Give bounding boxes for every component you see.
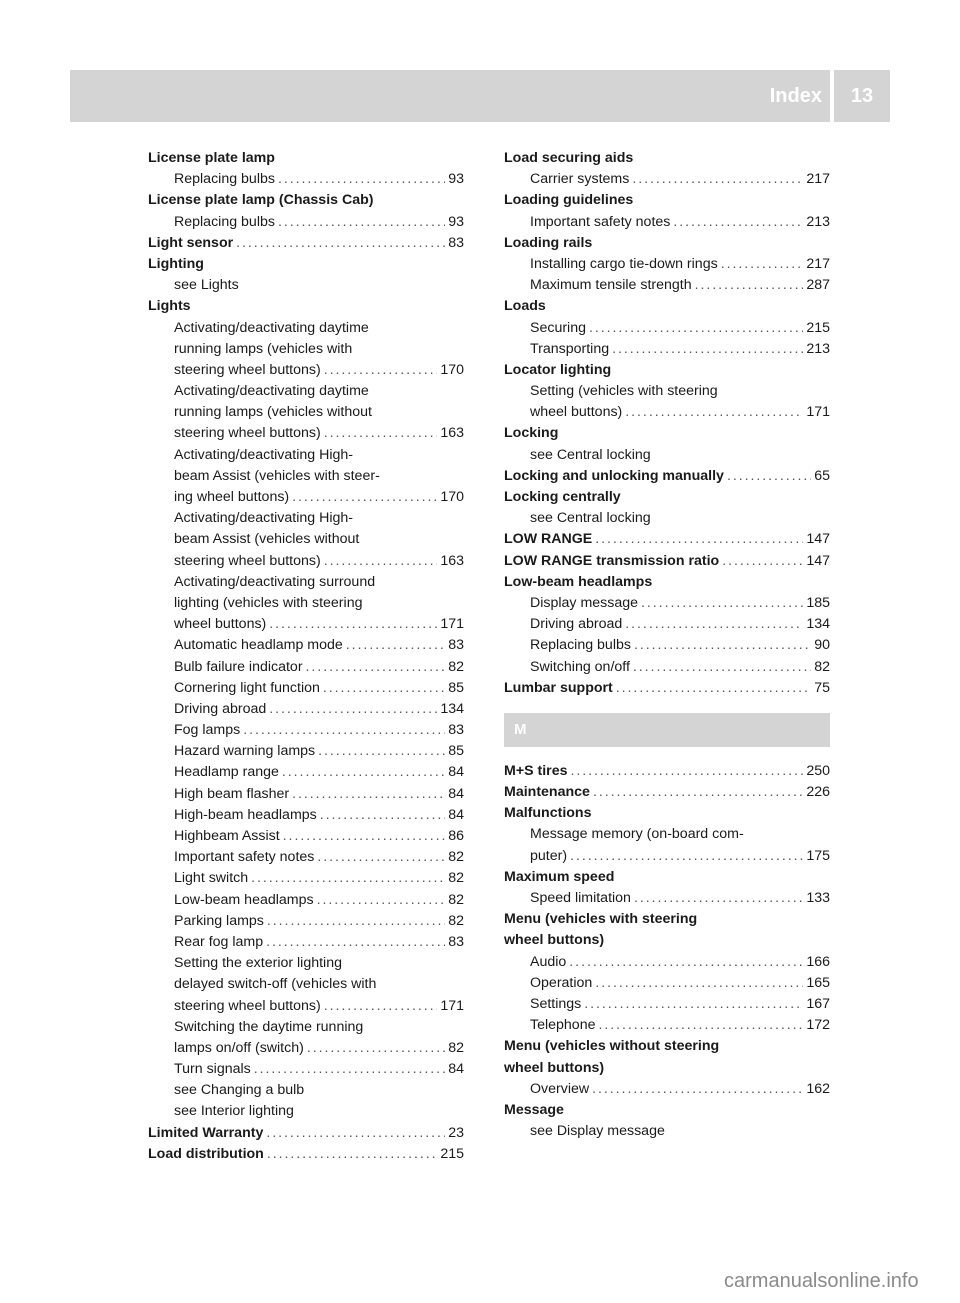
index-entry — [504, 148, 830, 169]
entry-text: Maintenance — [504, 784, 590, 801]
index-entry — [504, 529, 830, 550]
page-reference: 82 — [448, 891, 464, 908]
index-subentry — [148, 212, 464, 233]
index-subentry — [148, 1038, 464, 1059]
index-entry — [148, 1144, 464, 1165]
entry-text: Menu (vehicles without steering — [504, 1038, 720, 1055]
page-reference: 84 — [448, 1061, 464, 1078]
dot-leader — [727, 466, 811, 487]
entry-text: Securing — [530, 319, 586, 336]
dot-leader — [570, 846, 803, 867]
page-reference: 166 — [806, 953, 830, 970]
index-subentry — [148, 784, 464, 805]
page-reference: 82 — [448, 1039, 464, 1056]
watermark: carmanualsonline.info — [724, 1270, 919, 1292]
entry-text: Loading guidelines — [504, 192, 634, 209]
dot-leader — [269, 614, 437, 635]
page-reference: 85 — [448, 743, 464, 760]
index-subentry — [148, 339, 464, 360]
entry-text: Light sensor — [148, 234, 234, 251]
dot-leader — [589, 318, 803, 339]
index-subentry — [148, 318, 464, 339]
entry-text: Low-beam headlamps — [174, 891, 314, 908]
entry-text: Setting the exterior lighting — [174, 955, 342, 972]
dot-leader — [641, 593, 803, 614]
index-subentry — [148, 741, 464, 762]
dot-leader — [721, 254, 804, 275]
index-subentry — [504, 1079, 830, 1100]
dot-leader — [324, 551, 438, 572]
entry-text: Audio — [530, 953, 567, 970]
dot-leader — [592, 1079, 803, 1100]
entry-text: Maximum speed — [504, 868, 615, 885]
dot-leader — [278, 212, 445, 233]
index-subentry — [148, 381, 464, 402]
entry-text: Maximum tensile strength — [530, 277, 692, 294]
index-subentry — [504, 381, 830, 402]
page-reference: 162 — [806, 1080, 830, 1097]
dot-leader — [278, 169, 445, 190]
page-reference: 83 — [448, 234, 464, 251]
page-reference: 287 — [806, 277, 830, 294]
entry-text: Overview — [530, 1080, 590, 1097]
page-reference: 83 — [448, 933, 464, 950]
entry-text: Switching on/off — [530, 658, 630, 675]
entry-text: Low-beam headlamps — [504, 573, 653, 590]
dot-leader — [318, 741, 445, 762]
index-subentry — [148, 911, 464, 932]
page-reference: 83 — [448, 722, 464, 739]
index-entry — [504, 761, 830, 782]
index-subentry — [504, 1015, 830, 1036]
entry-text: Telephone — [530, 1017, 596, 1034]
index-subentry — [148, 847, 464, 868]
entry-text: steering wheel buttons) — [174, 425, 321, 442]
dot-leader — [292, 487, 437, 508]
entry-text: Activating/deactivating surround — [174, 573, 376, 590]
index-entry — [504, 803, 830, 824]
dot-leader — [251, 868, 445, 889]
dot-leader — [324, 360, 438, 381]
dot-leader — [236, 233, 445, 254]
index-entry — [504, 360, 830, 381]
dot-leader — [633, 657, 811, 678]
dot-leader — [266, 932, 445, 953]
entry-text: Automatic headlamp mode — [174, 637, 343, 654]
dot-leader — [593, 782, 803, 803]
entry-text: Driving abroad — [530, 616, 623, 633]
entry-text: ing wheel buttons) — [174, 489, 290, 505]
section-header-m: M — [504, 713, 830, 747]
index-entry — [148, 148, 464, 169]
dot-leader — [598, 1015, 803, 1036]
entry-text: Replacing bulbs — [530, 637, 631, 654]
index-subentry — [504, 657, 830, 678]
index-list-m-entries — [504, 761, 830, 1142]
entry-text: delayed switch-off (vehicles with — [174, 976, 377, 993]
dot-leader — [307, 1038, 445, 1059]
page-reference: 85 — [448, 679, 464, 696]
page-reference: 65 — [814, 467, 830, 484]
page-reference: 75 — [814, 679, 830, 696]
index-subentry — [504, 254, 830, 275]
page-reference: 90 — [814, 637, 830, 654]
dot-leader — [673, 212, 803, 233]
entry-text: Loading rails — [504, 234, 593, 251]
entry-text: beam Assist (vehicles with steer- — [174, 467, 380, 484]
index-subentry — [504, 593, 830, 614]
index-subentry — [504, 402, 830, 423]
entry-text: Setting (vehicles with steering — [530, 383, 718, 400]
index-subentry — [148, 551, 464, 572]
index-subentry — [148, 487, 464, 508]
index-subentry — [148, 699, 464, 720]
dot-leader — [346, 635, 445, 656]
page-reference: 217 — [806, 171, 830, 188]
index-subentry — [504, 275, 830, 296]
entry-text: Locking centrally — [504, 489, 621, 505]
entry-text: see Central locking — [530, 446, 651, 463]
index-subentry — [148, 974, 464, 995]
page-reference: 213 — [806, 213, 830, 230]
dot-leader — [323, 678, 445, 699]
entry-text: lighting (vehicles with steering — [174, 594, 363, 611]
entry-text: see Central locking — [530, 510, 651, 527]
index-entry — [148, 233, 464, 254]
dot-leader — [243, 720, 445, 741]
entry-text: see Lights — [174, 277, 239, 294]
entry-text: Highbeam Assist — [174, 828, 280, 844]
index-entry — [504, 296, 830, 317]
dot-leader — [306, 657, 446, 678]
dot-leader — [612, 339, 803, 360]
entry-text: Operation — [530, 974, 593, 991]
page-reference: 134 — [806, 616, 830, 633]
entry-text: Important safety notes — [530, 213, 671, 230]
entry-text: Important safety notes — [174, 849, 315, 866]
index-entry — [148, 190, 464, 211]
index-subentry — [148, 1101, 464, 1122]
entry-text: LOW RANGE — [504, 531, 593, 548]
entry-text: High beam flasher — [174, 785, 290, 802]
index-subentry — [148, 508, 464, 529]
entry-text: see Display message — [530, 1123, 665, 1140]
entry-text: puter) — [530, 847, 568, 864]
index-subentry — [148, 996, 464, 1017]
entry-text: Activating/deactivating daytime — [174, 383, 369, 400]
index-subentry — [148, 1080, 464, 1101]
dot-leader — [569, 952, 803, 973]
page-reference: 175 — [806, 847, 830, 864]
index-subentry — [504, 212, 830, 233]
index-subentry — [148, 678, 464, 699]
index-subentry — [148, 657, 464, 678]
page-reference: 226 — [806, 784, 830, 801]
page-reference: 82 — [448, 912, 464, 929]
page-reference: 185 — [806, 594, 830, 611]
index-subentry — [148, 762, 464, 783]
page-number: 13 — [834, 70, 890, 122]
page-reference: 171 — [440, 997, 464, 1014]
dot-leader — [634, 635, 811, 656]
page-reference: 167 — [806, 995, 830, 1012]
entry-text: M+S tires — [504, 762, 568, 779]
index-entry — [504, 1058, 830, 1079]
dot-leader — [282, 762, 445, 783]
entry-text: Replacing bulbs — [174, 213, 275, 230]
entry-text: steering wheel buttons) — [174, 997, 321, 1014]
entry-text: steering wheel buttons) — [174, 361, 321, 378]
entry-text: Menu (vehicles with steering — [504, 911, 698, 928]
entry-text: Cornering light function — [174, 679, 320, 696]
entry-text: wheel buttons) — [504, 1059, 605, 1076]
index-subentry — [148, 466, 464, 487]
page-reference: 93 — [448, 171, 464, 188]
index-subentry — [148, 826, 464, 847]
index-subentry — [148, 953, 464, 974]
index-entry — [504, 867, 830, 888]
index-subentry — [504, 339, 830, 360]
page-reference: 171 — [440, 616, 464, 633]
dot-leader — [634, 888, 803, 909]
index-entry — [148, 296, 464, 317]
entry-text: running lamps (vehicles with — [174, 340, 353, 357]
page-reference: 82 — [814, 658, 830, 675]
entry-text: Loads — [504, 298, 546, 315]
page-reference: 84 — [448, 764, 464, 781]
index-list-l-entries — [504, 148, 830, 699]
dot-leader — [584, 994, 803, 1015]
dot-leader — [266, 1123, 445, 1144]
index-entry — [148, 1123, 464, 1144]
entry-text: Activating/deactivating High- — [174, 446, 354, 463]
index-subentry — [504, 952, 830, 973]
index-entry — [504, 572, 830, 593]
index-subentry — [504, 994, 830, 1015]
index-subentry — [148, 572, 464, 593]
entry-text: Replacing bulbs — [174, 171, 275, 188]
index-entry — [504, 1100, 830, 1121]
index-subentry — [148, 805, 464, 826]
index-subentry — [504, 846, 830, 867]
index-subentry — [148, 720, 464, 741]
index-entry — [148, 254, 464, 275]
dot-leader — [570, 761, 803, 782]
entry-text: wheel buttons) — [174, 616, 267, 633]
index-subentry — [504, 635, 830, 656]
entry-text: Locking and unlocking manually — [504, 467, 724, 484]
dot-leader — [595, 529, 803, 550]
index-subentry — [504, 888, 830, 909]
page-reference: 163 — [440, 552, 464, 569]
entry-text: License plate lamp (Chassis Cab) — [148, 192, 374, 209]
index-entry — [504, 466, 830, 487]
entry-text: beam Assist (vehicles without — [174, 531, 360, 548]
index-column-right — [504, 148, 830, 1142]
page-reference: 170 — [440, 489, 464, 505]
page-reference: 172 — [806, 1017, 830, 1034]
dot-leader — [254, 1059, 445, 1080]
index-entry — [504, 233, 830, 254]
page-reference: 170 — [440, 361, 464, 378]
dot-leader — [267, 1144, 437, 1165]
index-entry — [504, 678, 830, 699]
index-subentry — [148, 1017, 464, 1038]
index-subentry — [504, 1121, 830, 1142]
page-reference: 213 — [806, 340, 830, 357]
index-subentry — [148, 529, 464, 550]
entry-text: LOW RANGE transmission ratio — [504, 552, 720, 569]
entry-text: Lighting — [148, 255, 204, 272]
dot-leader — [317, 847, 445, 868]
index-subentry — [148, 635, 464, 656]
dot-leader — [269, 699, 437, 720]
page-reference: 171 — [806, 404, 830, 421]
index-subentry — [148, 275, 464, 296]
entry-text: Load securing aids — [504, 150, 634, 166]
index-entry — [504, 423, 830, 444]
index-subentry — [504, 318, 830, 339]
page-reference: 84 — [448, 806, 464, 823]
page-reference: 215 — [440, 1145, 464, 1162]
entry-text: steering wheel buttons) — [174, 552, 321, 569]
index-subentry — [148, 614, 464, 635]
entry-text: Installing cargo tie-down rings — [530, 255, 718, 272]
page-reference: 134 — [440, 700, 464, 717]
entry-text: Rear fog lamp — [174, 933, 264, 950]
entry-text: Speed limitation — [530, 890, 631, 906]
index-subentry — [148, 1059, 464, 1080]
index-title: Index — [769, 85, 822, 107]
entry-text: Headlamp range — [174, 764, 279, 781]
dot-leader — [324, 996, 438, 1017]
index-column-left — [148, 148, 464, 1165]
dot-leader — [292, 784, 445, 805]
dot-leader — [695, 275, 804, 296]
page-reference: 133 — [806, 890, 830, 906]
entry-text: lamps on/off (switch) — [174, 1039, 304, 1056]
index-subentry — [504, 824, 830, 845]
entry-text: Activating/deactivating High- — [174, 510, 354, 527]
index-entry — [504, 190, 830, 211]
entry-text: License plate lamp — [148, 150, 275, 166]
index-subentry — [504, 445, 830, 466]
page-reference: 93 — [448, 213, 464, 230]
entry-text: Settings — [530, 995, 582, 1012]
entry-text: Light switch — [174, 870, 249, 887]
entry-text: Lumbar support — [504, 679, 613, 696]
entry-text: Parking lamps — [174, 912, 264, 929]
entry-text: Message — [504, 1101, 564, 1118]
index-subentry — [148, 868, 464, 889]
entry-text: Load distribution — [148, 1145, 264, 1162]
dot-leader — [625, 402, 803, 423]
index-subentry — [148, 445, 464, 466]
dot-leader — [317, 890, 446, 911]
entry-text: Lights — [148, 298, 191, 315]
page-reference: 83 — [448, 637, 464, 654]
dot-leader — [595, 973, 803, 994]
page-reference: 23 — [448, 1124, 464, 1141]
entry-text: High-beam headlamps — [174, 806, 317, 823]
index-subentry — [504, 614, 830, 635]
page-reference: 82 — [448, 658, 464, 675]
index-entry — [504, 551, 830, 572]
entry-text: Switching the daytime running — [174, 1018, 364, 1035]
dot-leader — [320, 805, 445, 826]
entry-text: Fog lamps — [174, 722, 241, 739]
page-reference: 82 — [448, 870, 464, 887]
entry-text: Malfunctions — [504, 805, 592, 822]
entry-text: running lamps (vehicles without — [174, 404, 372, 421]
index-entry — [504, 487, 830, 508]
index-subentry — [504, 973, 830, 994]
entry-text: Limited Warranty — [148, 1124, 264, 1141]
index-entry — [504, 1036, 830, 1057]
page-reference: 215 — [806, 319, 830, 336]
entry-text: see Changing a bulb — [174, 1082, 305, 1099]
entry-text: Locking — [504, 425, 559, 442]
index-subentry — [504, 508, 830, 529]
entry-text: Message memory (on-board com- — [530, 826, 744, 843]
index-subentry — [504, 169, 830, 190]
entry-text: Activating/deactivating daytime — [174, 319, 369, 336]
dot-leader — [625, 614, 803, 635]
index-subentry — [148, 423, 464, 444]
entry-text: Carrier systems — [530, 171, 630, 188]
entry-text: Driving abroad — [174, 700, 267, 717]
entry-text: wheel buttons) — [530, 404, 623, 421]
dot-leader — [283, 826, 446, 847]
index-subentry — [148, 402, 464, 423]
page-reference: 84 — [448, 785, 464, 802]
page-reference: 147 — [806, 552, 830, 569]
page-reference: 147 — [806, 531, 830, 548]
entry-text: wheel buttons) — [504, 932, 605, 949]
entry-text: see Interior lighting — [174, 1103, 294, 1120]
index-subentry — [148, 593, 464, 614]
entry-text: Locator lighting — [504, 361, 612, 378]
entry-text: Transporting — [530, 340, 610, 357]
page-reference: 217 — [806, 255, 830, 272]
page-reference: 250 — [806, 762, 830, 779]
index-subentry — [148, 360, 464, 381]
dot-leader — [632, 169, 803, 190]
page-reference: 82 — [448, 849, 464, 866]
page-reference: 86 — [448, 828, 464, 844]
index-subentry — [148, 932, 464, 953]
entry-text: Bulb failure indicator — [174, 658, 303, 675]
page-reference: 163 — [440, 425, 464, 442]
entry-text: Turn signals — [174, 1061, 251, 1078]
index-entry — [504, 930, 830, 951]
dot-leader — [267, 911, 445, 932]
dot-leader — [616, 678, 811, 699]
dot-leader — [324, 423, 438, 444]
index-entry — [504, 782, 830, 803]
entry-text: Hazard warning lamps — [174, 743, 316, 760]
index-subentry — [148, 890, 464, 911]
index-entry — [504, 909, 830, 930]
index-subentry — [148, 169, 464, 190]
entry-text: Display message — [530, 594, 639, 611]
page-reference: 165 — [806, 974, 830, 991]
dot-leader — [722, 551, 803, 572]
